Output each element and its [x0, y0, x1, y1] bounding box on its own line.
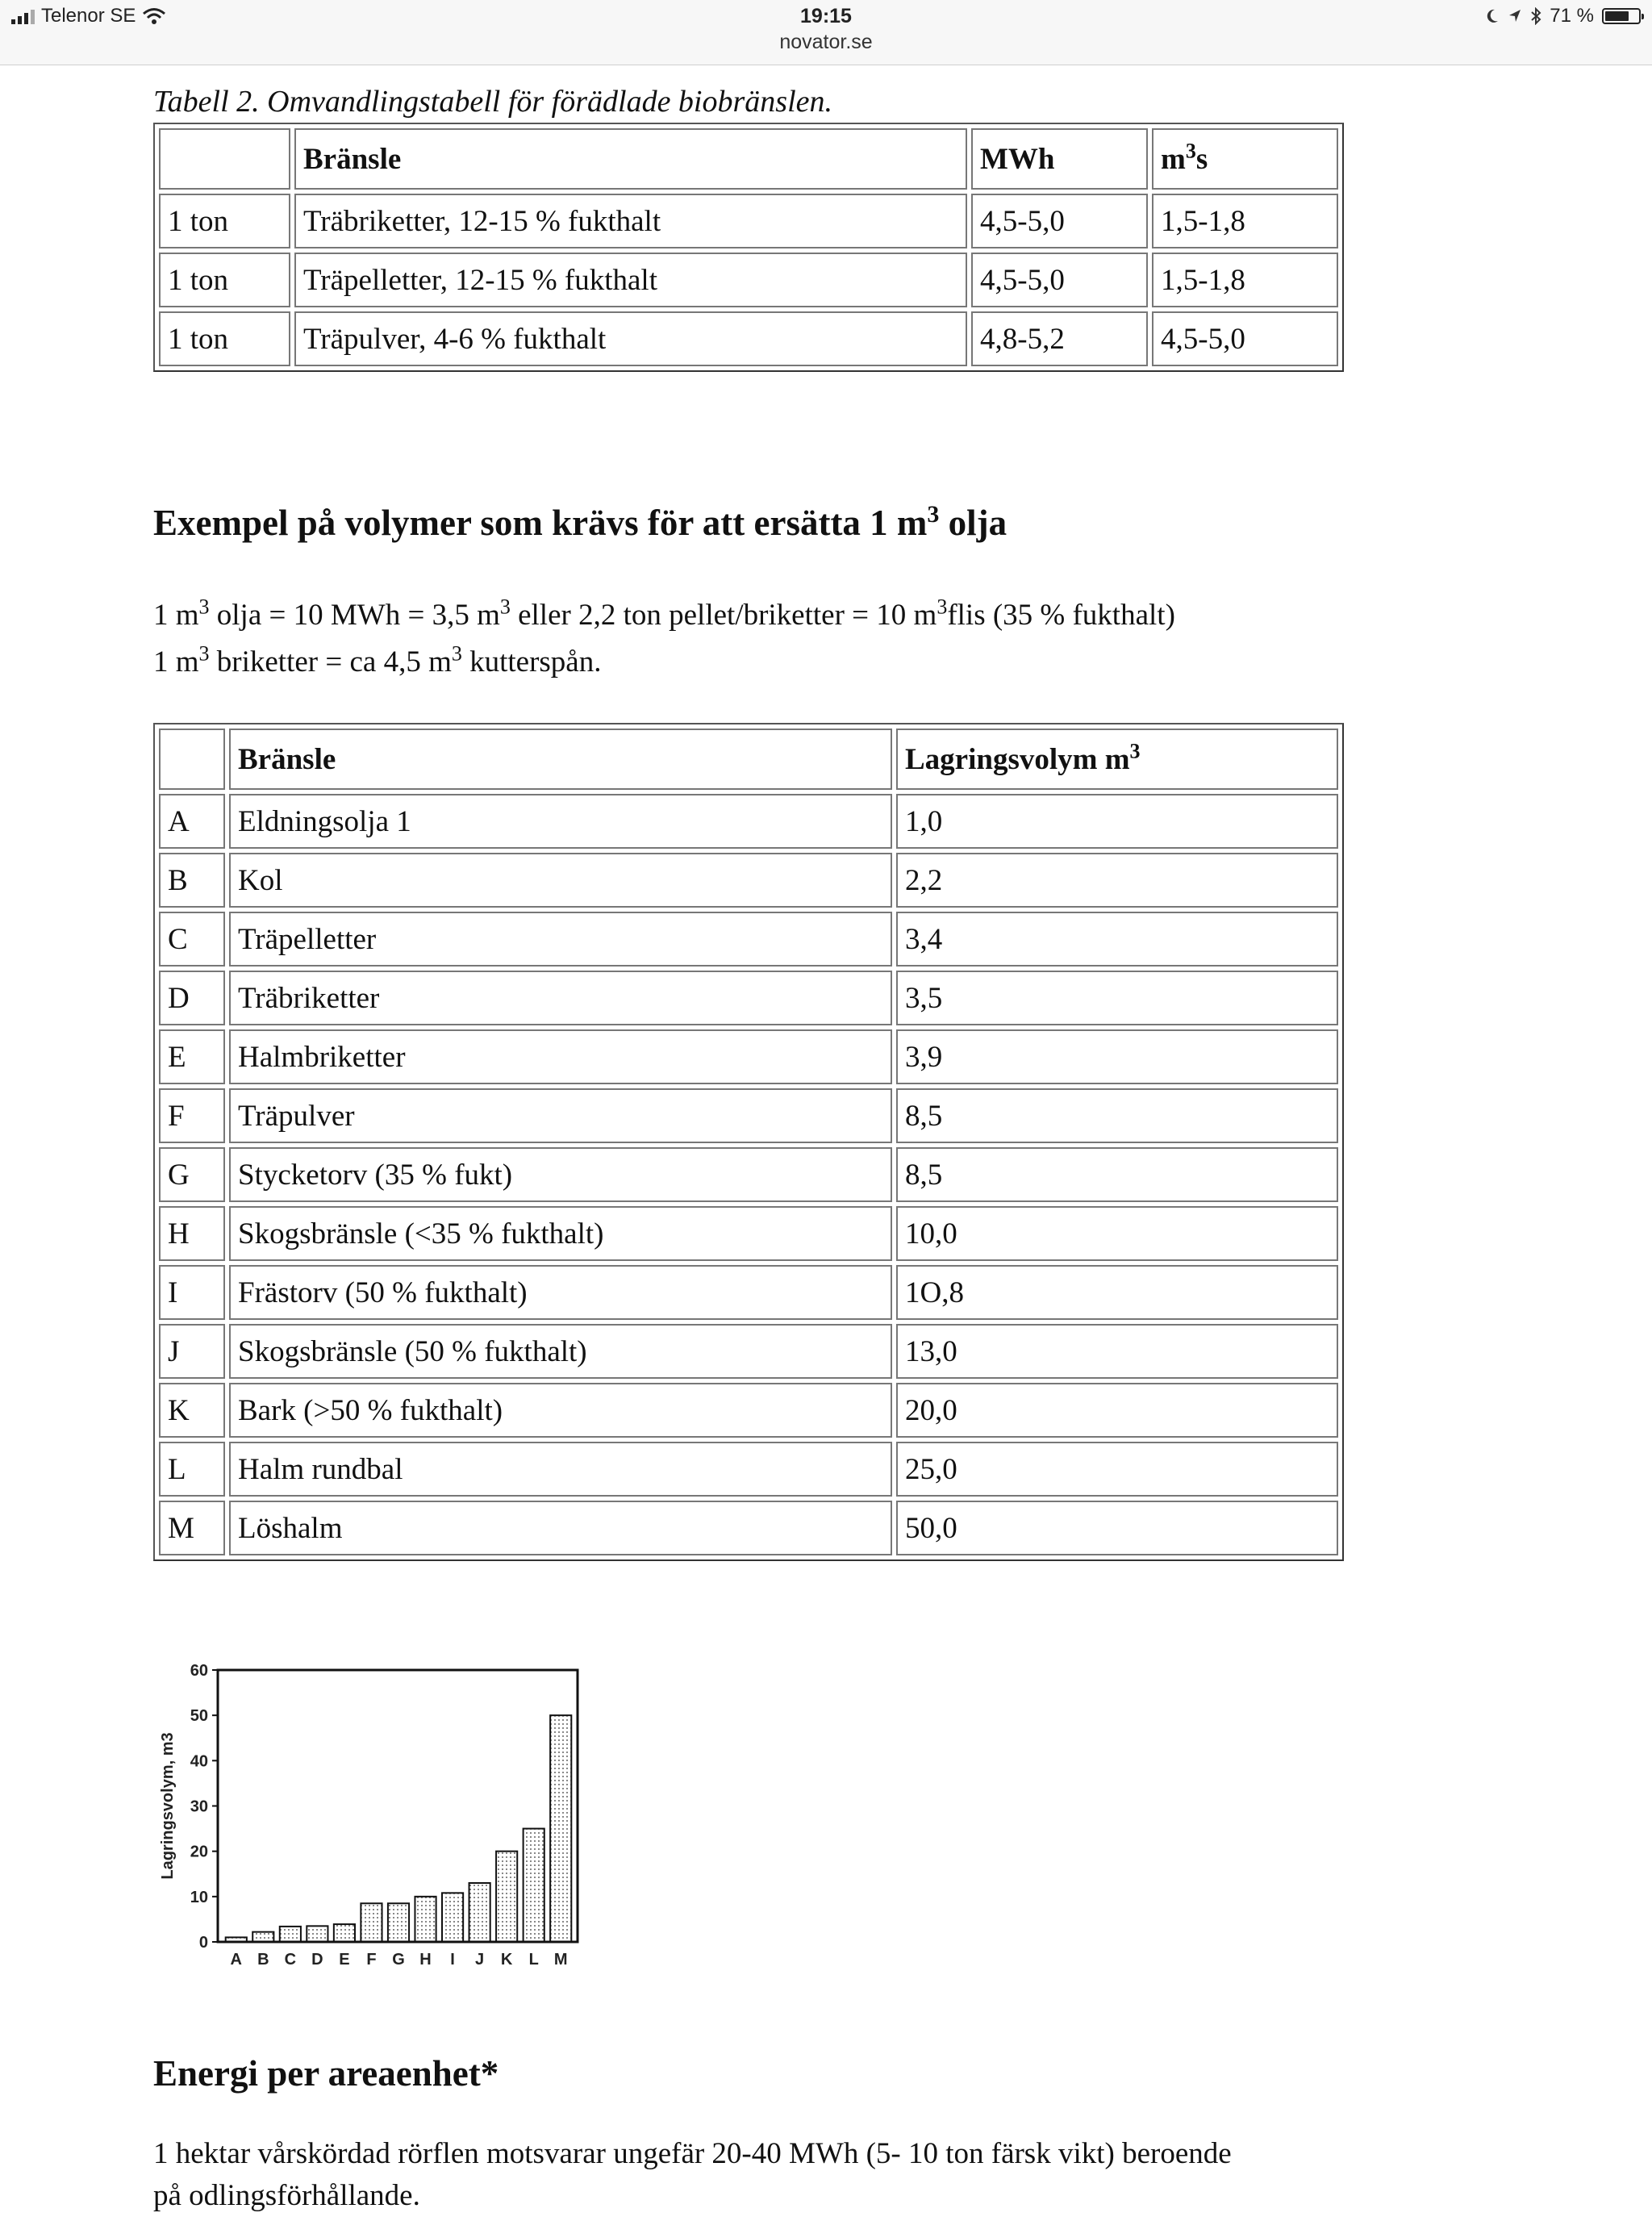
- table-cell: 3,9: [896, 1029, 1338, 1084]
- paragraph-line: 1 $m^3$ olja = 10 MWh = 3,5 $m^3$ eller 2,2 ton pellet/briketter = 10 $m^3flis$ (35 % fukthalt): [153, 595, 1175, 632]
- table-cell: 1 ton: [159, 194, 290, 248]
- table-cell: Träpulver, 4-6 % fukthalt: [294, 311, 967, 366]
- table-row: [159, 253, 1338, 307]
- table-cell: 4,5-5,0: [971, 194, 1148, 248]
- table-cell: 1,5-1,8: [1152, 253, 1338, 307]
- x-tick-label: H: [419, 1951, 432, 1969]
- table-cell: Stycketorv (35 % fukt): [229, 1147, 892, 1202]
- storage-volume-table: [153, 723, 1344, 1561]
- table-cell: J: [159, 1324, 225, 1379]
- y-tick-label: 50: [190, 1707, 208, 1726]
- table-cell: Skogsbränsle (<35 % fukthalt): [229, 1206, 892, 1261]
- table-cell: F: [159, 1088, 225, 1143]
- table-row: [159, 1501, 1338, 1555]
- conversion-table: [153, 123, 1344, 372]
- table-row: [159, 1265, 1338, 1320]
- y-tick-label: 0: [198, 1934, 208, 1952]
- table-row: [159, 1383, 1338, 1438]
- bar-J: [469, 1883, 490, 1942]
- bar-E: [334, 1924, 355, 1942]
- status-bar: [0, 0, 1652, 65]
- paragraph-line: 1 hektar vårskördad rörflen motsvarar ungefär 20-40 MWh (5- 10 ton färsk vikt) beroende: [153, 2137, 1232, 2170]
- table-row: [159, 1029, 1338, 1084]
- table-cell: 13,0: [896, 1324, 1338, 1379]
- bar-G: [388, 1903, 409, 1942]
- table-row: [159, 912, 1338, 967]
- table-cell: 10,0: [896, 1206, 1338, 1261]
- battery-icon: [1602, 8, 1641, 24]
- table-cell: Halm rundbal: [229, 1442, 892, 1497]
- bar-I: [442, 1893, 463, 1942]
- header-cell: [159, 729, 225, 790]
- y-tick-label: 30: [190, 1797, 208, 1816]
- y-axis-label: Lagringsvolym, m3: [159, 1732, 177, 1880]
- paragraph-line: på odlingsförhållande.: [153, 2179, 420, 2212]
- x-tick-label: F: [366, 1951, 377, 1969]
- bar-K: [496, 1852, 517, 1942]
- table-cell: 4,5-5,0: [1152, 311, 1338, 366]
- table-row: [159, 1147, 1338, 1202]
- bar-L: [524, 1829, 544, 1942]
- x-tick-label: K: [500, 1951, 513, 1969]
- table-cell: 3,5: [896, 971, 1338, 1025]
- table-cell: Träpulver: [229, 1088, 892, 1143]
- table-cell: 4,5-5,0: [971, 253, 1148, 307]
- bluetooth-icon: [1530, 7, 1541, 25]
- bar-D: [307, 1926, 327, 1942]
- table-cell: 50,0: [896, 1501, 1338, 1555]
- section-heading: Exempel på volymer som krävs för att ersätta 1 $m^3$ olja: [153, 501, 1007, 543]
- table-cell: Träpelletter: [229, 912, 892, 967]
- table-cell: Skogsbränsle (50 % fukthalt): [229, 1324, 892, 1379]
- table-cell: 8,5: [896, 1088, 1338, 1143]
- table-row: [159, 1324, 1338, 1379]
- paragraph-line: 1 $m^3$ briketter = ca 4,5 $m^3$ kutterspån.: [153, 641, 602, 678]
- section-heading: Energi per areaenhet*: [153, 2053, 499, 2094]
- bar-H: [415, 1897, 436, 1942]
- x-tick-label: I: [450, 1951, 455, 1969]
- header-cell: $m^3s$: [1152, 128, 1338, 190]
- table-cell: A: [159, 794, 225, 849]
- table-cell: 3,4: [896, 912, 1338, 967]
- table-cell: K: [159, 1383, 225, 1438]
- table-row: [159, 853, 1338, 908]
- table-cell: Halmbriketter: [229, 1029, 892, 1084]
- header-cell: Bränsle: [294, 128, 967, 190]
- table-cell: Bark (>50 % fukthalt): [229, 1383, 892, 1438]
- x-tick-label: E: [339, 1951, 350, 1969]
- table-cell: Kol: [229, 853, 892, 908]
- table-cell: 2,2: [896, 853, 1338, 908]
- header-cell: MWh: [971, 128, 1148, 190]
- table-cell: Träbriketter: [229, 971, 892, 1025]
- table-cell: M: [159, 1501, 225, 1555]
- table-cell: 25,0: [896, 1442, 1338, 1497]
- x-tick-label: M: [553, 1951, 568, 1969]
- table-cell: 1 ton: [159, 253, 290, 307]
- table-caption: Tabell 2. Omvandlingstabell för förädlade biobränslen.: [153, 85, 832, 119]
- table-cell: 1 ton: [159, 311, 290, 366]
- table-row: [159, 1206, 1338, 1261]
- table-row: [159, 194, 1338, 248]
- table-cell: L: [159, 1442, 225, 1497]
- bar-A: [226, 1937, 247, 1942]
- bar-B: [252, 1932, 273, 1942]
- header-cell: [159, 128, 290, 190]
- table-cell: Eldningsolja 1: [229, 794, 892, 849]
- table-row: [159, 311, 1338, 366]
- carrier-name: Telenor SE: [41, 5, 136, 27]
- table-cell: E: [159, 1029, 225, 1084]
- table-header-row: [159, 729, 1338, 790]
- x-tick-label: D: [311, 1951, 323, 1969]
- x-tick-label: G: [392, 1951, 405, 1969]
- battery-percent: 71 %: [1550, 5, 1594, 27]
- status-right: [1485, 5, 1641, 27]
- header-cell: Bränsle: [229, 729, 892, 790]
- table-row: [159, 1442, 1338, 1497]
- table-cell: Frästorv (50 % fukthalt): [229, 1265, 892, 1320]
- y-tick-label: 10: [190, 1888, 208, 1906]
- table-cell: B: [159, 853, 225, 908]
- storage-volume-chart: [150, 1654, 602, 1977]
- table-cell: C: [159, 912, 225, 967]
- table-cell: I: [159, 1265, 225, 1320]
- table-cell: 1O,8: [896, 1265, 1338, 1320]
- table-cell: 8,5: [896, 1147, 1338, 1202]
- x-tick-label: J: [475, 1951, 485, 1969]
- x-tick-label: L: [528, 1951, 539, 1969]
- y-tick-label: 20: [190, 1843, 208, 1861]
- table-cell: G: [159, 1147, 225, 1202]
- table-cell: 1,0: [896, 794, 1338, 849]
- table-cell: 4,8-5,2: [971, 311, 1148, 366]
- header-cell: Lagringsvolym $m^3$: [896, 729, 1338, 790]
- table-cell: Träbriketter, 12-15 % fukthalt: [294, 194, 967, 248]
- table-row: [159, 794, 1338, 849]
- bar-M: [550, 1715, 571, 1942]
- table-cell: 1,5-1,8: [1152, 194, 1338, 248]
- moon-icon: [1485, 8, 1500, 24]
- x-tick-label: A: [230, 1951, 242, 1969]
- table-cell: Löshalm: [229, 1501, 892, 1555]
- table-row: [159, 1088, 1338, 1143]
- table-header-row: [159, 128, 1338, 190]
- bar-F: [361, 1903, 382, 1942]
- x-tick-label: C: [284, 1951, 297, 1969]
- location-icon: [1508, 8, 1522, 24]
- table-cell: D: [159, 971, 225, 1025]
- url-bar[interactable]: novator.se: [779, 31, 873, 53]
- y-tick-label: 60: [190, 1662, 208, 1680]
- table-row: [159, 971, 1338, 1025]
- table-cell: 20,0: [896, 1383, 1338, 1438]
- table-cell: Träpelletter, 12-15 % fukthalt: [294, 253, 967, 307]
- bar-C: [280, 1927, 301, 1942]
- table-cell: H: [159, 1206, 225, 1261]
- volume-paragraph: [153, 592, 1175, 686]
- x-tick-label: B: [257, 1951, 269, 1969]
- y-tick-label: 40: [190, 1752, 208, 1771]
- clock-time: 19:15: [800, 5, 852, 27]
- energy-paragraph: [153, 2133, 1232, 2217]
